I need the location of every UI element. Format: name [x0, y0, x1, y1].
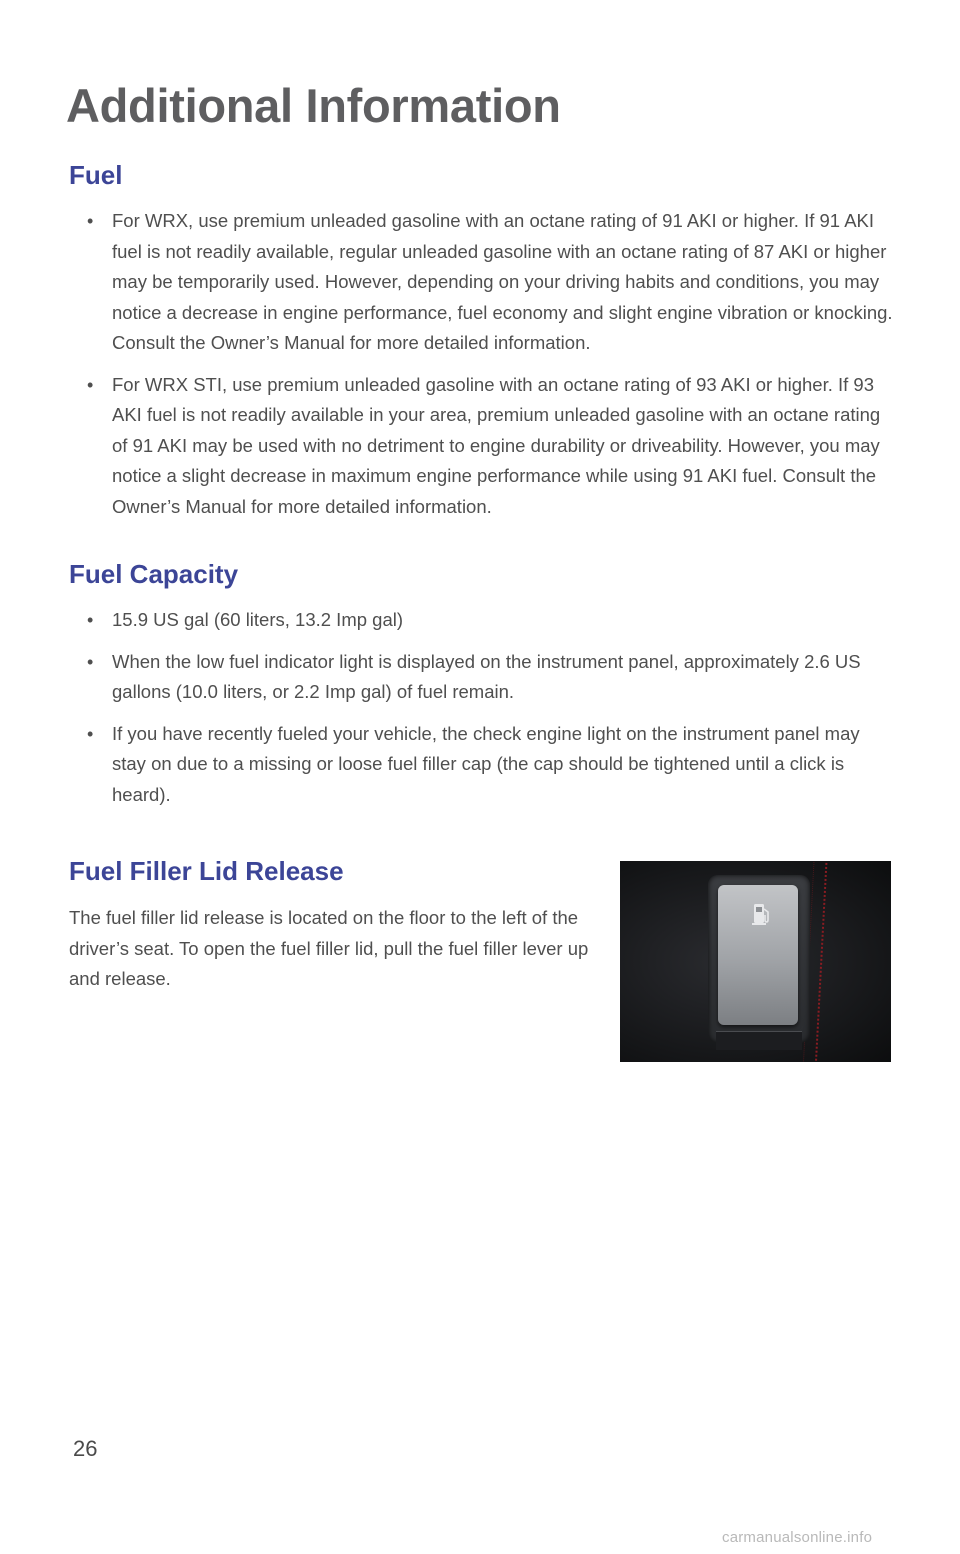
list-item	[0, 605, 898, 636]
list-item	[0, 370, 898, 523]
list-item-text: If you have recently fueled your vehicle, the check engine light on the instrument panel may stay on due to a missing or loose fuel filler cap (the cap should be tightened until a click is heard).	[112, 722, 860, 805]
section-heading-fuel: Fuel	[69, 160, 123, 190]
fuel-bullet-list	[0, 206, 898, 522]
bullet-icon: •	[87, 723, 94, 744]
list-item	[0, 719, 898, 811]
list-item-text: When the low fuel indicator light is displayed on the instrument panel, approximately 2.6 US gallons (10.0 liters, or 2.2 Imp gal) of fuel remain.	[112, 650, 861, 702]
section-heading-fuel-capacity: Fuel Capacity	[69, 559, 239, 589]
fuel-capacity-bullet-list	[0, 605, 898, 810]
fuel-filler-lever-photo	[620, 861, 891, 1062]
bullet-icon: •	[87, 211, 94, 231]
list-item-text: For WRX STI, use premium unleaded gasoline with an octane rating of 93 AKI or higher. If 93 AKI fuel is not readily available in your area, premium unleaded gasoline with an octane rating of 91 AKI may be used with no detriment to engine durability or driveability. However, you may notice a slight decrease in maximum engine performance while using 91 AKI fuel. Consult the Owner’s Manual for more detailed information.	[112, 373, 881, 517]
watermark: carmanualsonline.info	[722, 1529, 873, 1546]
page-title: Additional Information	[66, 79, 561, 132]
list-item	[0, 647, 898, 708]
list-item-text: For WRX, use premium unleaded gasoline with an octane rating of 91 AKI or higher. If 91 AKI fuel is not readily available, regular unleaded gasoline with an octane rating of 87 AKI or higher may be temporarily used. However, depending on your driving habits and conditions, you may notice a decrease in engine performance, fuel economy and slight engine vibration or knocking. Consult the Owner’s Manual for more detailed information.	[112, 210, 893, 353]
page-number: 26	[73, 1436, 98, 1461]
fuel-filler-body-text: The fuel filler lid release is located on the floor to the left of the driver’s seat. To open the fuel filler lid, pull the fuel filler lever up and release.	[69, 907, 589, 989]
list-item-text: 15.9 US gal (60 liters, 13.2 Imp gal)	[112, 609, 404, 630]
bullet-icon: •	[87, 651, 94, 672]
console-trim	[716, 1031, 802, 1050]
bullet-icon: •	[87, 610, 94, 630]
fuel-pump-icon	[752, 901, 772, 927]
section-heading-fuel-filler-lid: Fuel Filler Lid Release	[69, 856, 344, 886]
bullet-icon: •	[87, 374, 94, 395]
list-item	[0, 206, 898, 359]
